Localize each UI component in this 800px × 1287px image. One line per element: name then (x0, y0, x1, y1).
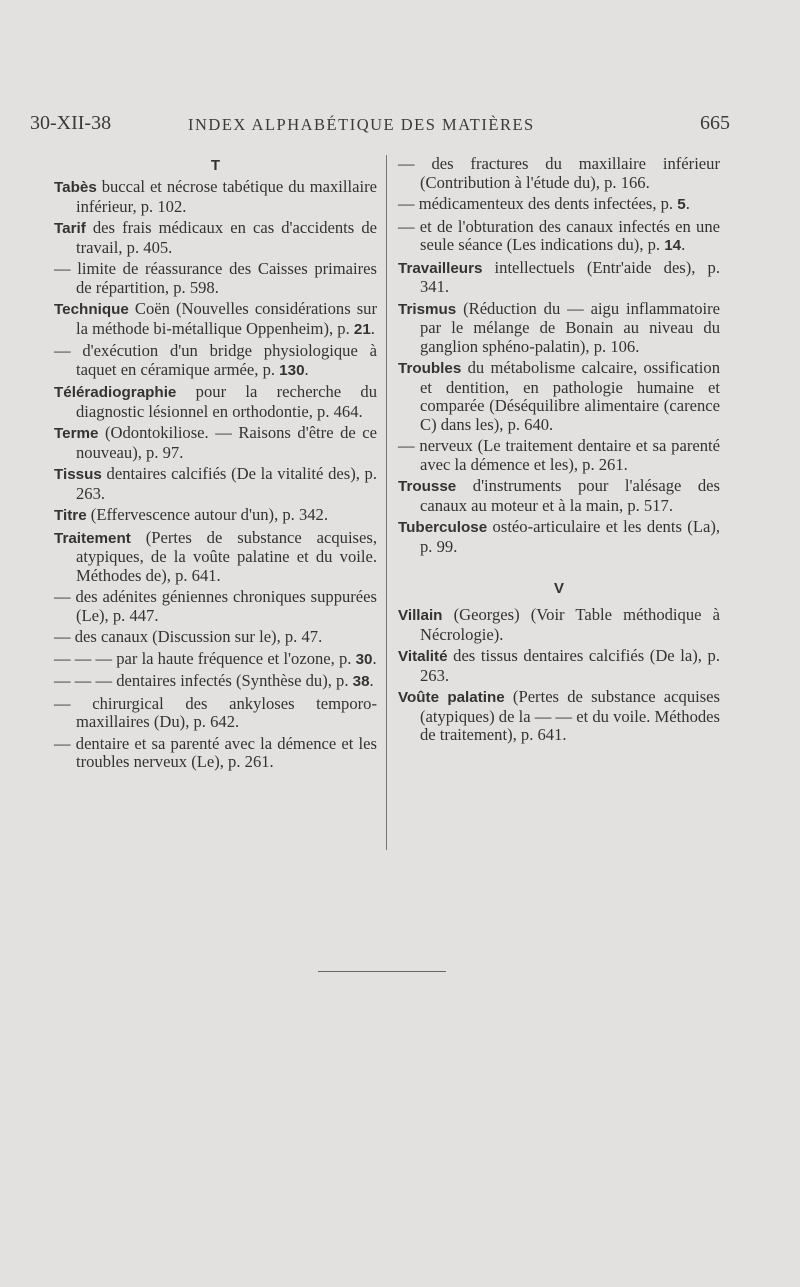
entry-text: — limite de réassurance des Caisses primaires de répartition, p. 598. (54, 259, 377, 297)
column-divider (386, 155, 387, 850)
entry-text: pour la recherche du diagnostic lésionnel en orthodontie, p. 464. (76, 382, 377, 421)
index-entry (54, 178, 377, 216)
section-letter-t: T (210, 157, 221, 174)
entry-keyword: Terme (54, 425, 99, 442)
entry-text: (Effervescence autour d'un), p. 342. (86, 505, 328, 524)
index-entry (54, 219, 377, 257)
running-header (30, 112, 730, 142)
index-entry (54, 650, 377, 670)
entry-keyword: Tarif (54, 220, 86, 237)
entry-suffix: . (372, 648, 377, 668)
entry-text: d'instruments pour l'alésage des canaux au moteur et à la main, p. 517. (420, 476, 720, 515)
entry-text: (Pertes de substance acquises (atypiques) de la — — et du voile. Méthodes de traitement), p. 641. (420, 687, 721, 744)
entry-text: (Pertes de substance acquises, atypiques, de la voûte palatine et du voile. Méthodes de), p. 641. (76, 527, 377, 585)
index-entry (54, 628, 377, 647)
index-entry (54, 300, 377, 339)
index-entry (54, 383, 377, 421)
right-column (398, 155, 720, 748)
index-entry (398, 477, 720, 515)
index-entry (398, 606, 720, 644)
header-title: INDEX ALPHABÉTIQUE DES MATIÈRES (188, 115, 535, 134)
entry-keyword: Tissus (54, 466, 102, 483)
entry-page-bold: 130 (279, 361, 305, 379)
entry-page-bold: 14 (664, 237, 682, 254)
entry-text: — des adénites géniennes chroniques suppurées (Le), p. 447. (54, 587, 377, 625)
entry-keyword: Titre (54, 507, 87, 524)
entry-keyword: Technique (54, 301, 129, 318)
index-entry (398, 518, 720, 556)
entry-suffix: . (681, 235, 686, 254)
header-date: 30-XII-38 (30, 112, 112, 134)
index-entry (398, 647, 720, 685)
index-entry (398, 195, 720, 215)
entry-suffix: . (685, 194, 690, 213)
entry-text: (Odontokiliose. — Raisons d'être de ce nouveau), p. 97. (76, 423, 377, 462)
index-entry (398, 688, 720, 745)
entry-keyword: Tabès (54, 179, 97, 196)
entry-text: — médicamenteux des dents infectées, p. (398, 194, 678, 213)
index-entry (54, 735, 377, 772)
entry-suffix: . (304, 359, 309, 379)
index-entry (54, 465, 377, 503)
entry-text: — — — par la haute fréquence et l'ozone, p. (54, 648, 356, 668)
entry-text: (Georges) (Voir Table méthodique à Nécrologie). (420, 605, 720, 644)
index-entry (54, 260, 377, 297)
v-entry-list (398, 606, 720, 745)
entry-text: (Réduction du — aigu inflammatoire par le mélange de Bonain au niveau du ganglion sphéno-palatin), p. 106. (420, 298, 720, 356)
entry-suffix: . (370, 318, 375, 338)
entry-keyword: Voûte palatine (398, 689, 505, 706)
index-entry (398, 218, 720, 256)
index-entry (54, 695, 377, 732)
entry-keyword: Vitalité (398, 648, 448, 665)
entry-keyword: Traitement (54, 529, 131, 547)
index-entry (398, 359, 720, 434)
entry-text: — — — dentaires infectés (Synthèse du), p. (54, 671, 353, 690)
entry-page-bold: 5 (677, 196, 686, 213)
entry-text: — des fractures du maxillaire inférieur (Contribution à l'étude du), p. 166. (398, 154, 720, 192)
entry-text: — et de l'obturation des canaux infectés en une seule séance (Les indications du), p. (398, 216, 720, 254)
entry-text: des tissus dentaires calcifiés (De la), p. 263. (420, 646, 720, 685)
index-entry (54, 529, 377, 586)
index-entry (54, 424, 377, 462)
section-letter-v: V (553, 580, 564, 597)
entry-text: des frais médicaux en cas d'accidents de travail, p. 405. (76, 218, 377, 257)
entry-page-bold: 30 (355, 650, 373, 668)
entry-page-bold: 38 (352, 673, 370, 690)
entry-text: Coën (Nouvelles considérations sur la méthode bi-métallique Oppenheim), p. (76, 299, 377, 338)
left-entry-list (54, 178, 377, 772)
entry-keyword: Tuberculose (398, 519, 488, 536)
index-entry (398, 437, 720, 474)
entry-text: buccal et nécrose tabétique du maxillaire inférieur, p. 102. (76, 177, 377, 216)
entry-keyword: Trousse (398, 478, 457, 495)
index-entry (54, 672, 377, 692)
entry-text: — nerveux (Le traitement dentaire et sa parenté avec la démence et les), p. 261. (398, 436, 720, 474)
entry-text: intellectuels (Entr'aide des), p. 341. (420, 257, 720, 296)
entry-text: du métabolisme calcaire, ossification et dentition, en pathologie humaine et comparée (Déséquilibre alimentaire (carence C) dans les), p. 640. (420, 358, 720, 434)
page-number: 665 (700, 112, 730, 134)
index-entry (398, 155, 720, 192)
entry-text: — dentaire et sa parenté avec la démence et les troubles nerveux (Le), p. 261. (54, 733, 377, 771)
entry-text: dentaires calcifiés (De la vitalité des), p. 263. (76, 464, 377, 503)
index-entry (398, 300, 720, 357)
entry-keyword: Troubles (398, 360, 462, 377)
entry-keyword: Travailleurs (398, 259, 483, 277)
entry-text: ostéo-articulaire et les dents (La), p. 99. (420, 517, 720, 556)
entry-keyword: Villain (398, 607, 443, 624)
index-entry (54, 588, 377, 625)
entry-page-bold: 21 (353, 320, 371, 338)
index-entry (54, 342, 377, 380)
left-column (54, 155, 377, 775)
index-entry (398, 259, 720, 297)
entry-suffix: . (369, 671, 374, 690)
entry-keyword: Téléradiographie (54, 384, 177, 401)
entry-text: — d'exécution d'un bridge physiologique à taquet en céramique armée, p. (54, 341, 377, 379)
end-rule (318, 971, 446, 972)
right-entry-list (398, 155, 720, 556)
index-entry (54, 506, 377, 526)
entry-keyword: Trismus (398, 300, 457, 318)
entry-text: — des canaux (Discussion sur le), p. 47. (54, 627, 323, 646)
entry-text: — chirurgical des ankyloses temporo-maxillaires (Du), p. 642. (54, 693, 377, 731)
